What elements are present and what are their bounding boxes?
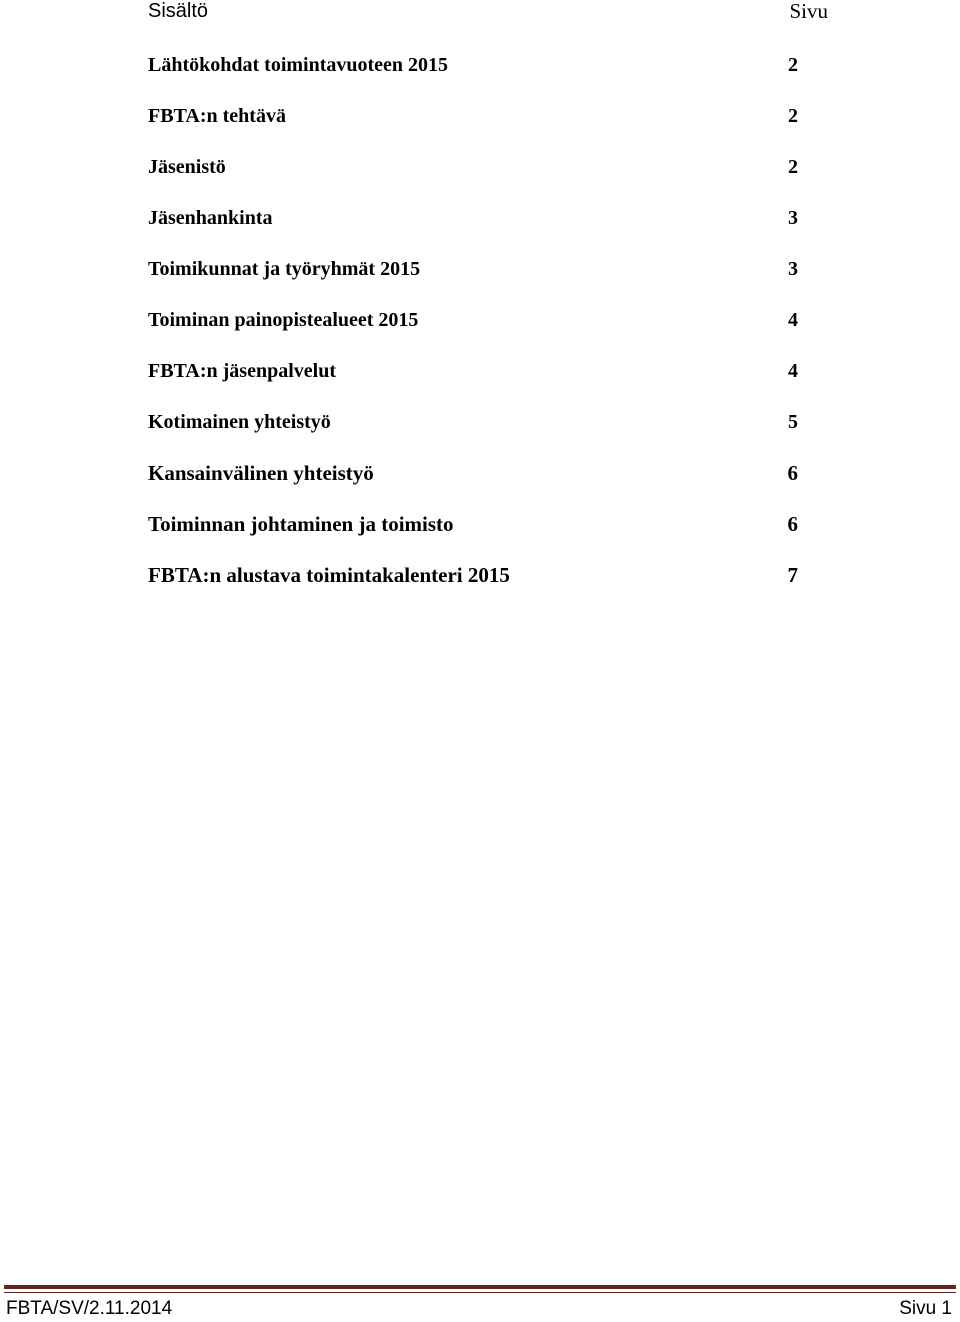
toc-entry[interactable] bbox=[148, 460, 798, 511]
toc-header bbox=[148, 0, 828, 24]
toc-entry[interactable] bbox=[148, 409, 798, 460]
toc-entry-page: 2 bbox=[788, 105, 798, 127]
toc-entry-label: Lähtökohdat toimintavuoteen 2015 bbox=[148, 54, 449, 76]
toc-entry-label: FBTA:n alustava toimintakalenteri 2015 bbox=[148, 563, 510, 587]
toc-entry-page: 7 bbox=[787, 563, 798, 587]
toc-entry[interactable] bbox=[148, 511, 798, 562]
table-of-contents bbox=[148, 52, 798, 613]
toc-entry[interactable] bbox=[148, 103, 798, 154]
toc-title: Sisältö bbox=[148, 0, 209, 22]
toc-entry-label: FBTA:n jäsenpalvelut bbox=[148, 360, 336, 382]
toc-entry-label: Toiminnan johtaminen ja toimisto bbox=[148, 512, 454, 536]
toc-entry-label: FBTA:n tehtävä bbox=[148, 105, 286, 127]
footer-divider bbox=[4, 1285, 956, 1289]
toc-entry-page: 6 bbox=[787, 461, 798, 485]
toc-entry-page: 4 bbox=[788, 309, 798, 331]
toc-entry-label: Kansainvälinen yhteistyö bbox=[148, 461, 374, 485]
toc-entry-label: Kotimainen yhteistyö bbox=[148, 411, 331, 433]
toc-entry-label: Toiminan painopistealueet 2015 bbox=[148, 309, 419, 331]
toc-entry[interactable] bbox=[148, 256, 798, 307]
toc-entry[interactable] bbox=[148, 562, 798, 613]
toc-entry-label: Jäsenhankinta bbox=[148, 207, 273, 229]
toc-entry-page: 3 bbox=[788, 258, 798, 280]
toc-entry-page: 2 bbox=[788, 156, 798, 178]
toc-entry-page: 3 bbox=[788, 207, 798, 229]
toc-entry[interactable] bbox=[148, 154, 798, 205]
toc-entry-page: 4 bbox=[788, 360, 798, 382]
footer-document-reference: FBTA/SV/2.11.2014 bbox=[6, 1298, 173, 1319]
footer-divider-thin bbox=[4, 1292, 956, 1293]
toc-entry[interactable] bbox=[148, 52, 798, 103]
toc-entry-label: Toimikunnat ja työryhmät 2015 bbox=[148, 258, 421, 280]
footer-page-number: Sivu 1 bbox=[899, 1298, 952, 1319]
toc-entry-page: 2 bbox=[788, 54, 798, 76]
toc-entry[interactable] bbox=[148, 358, 798, 409]
toc-entry[interactable] bbox=[148, 205, 798, 256]
toc-entry-page: 5 bbox=[788, 411, 798, 433]
toc-entry-label: Jäsenistö bbox=[148, 156, 226, 178]
toc-page-column-label: Sivu bbox=[789, 0, 828, 23]
toc-entry[interactable] bbox=[148, 307, 798, 358]
toc-entry-page: 6 bbox=[787, 512, 798, 536]
